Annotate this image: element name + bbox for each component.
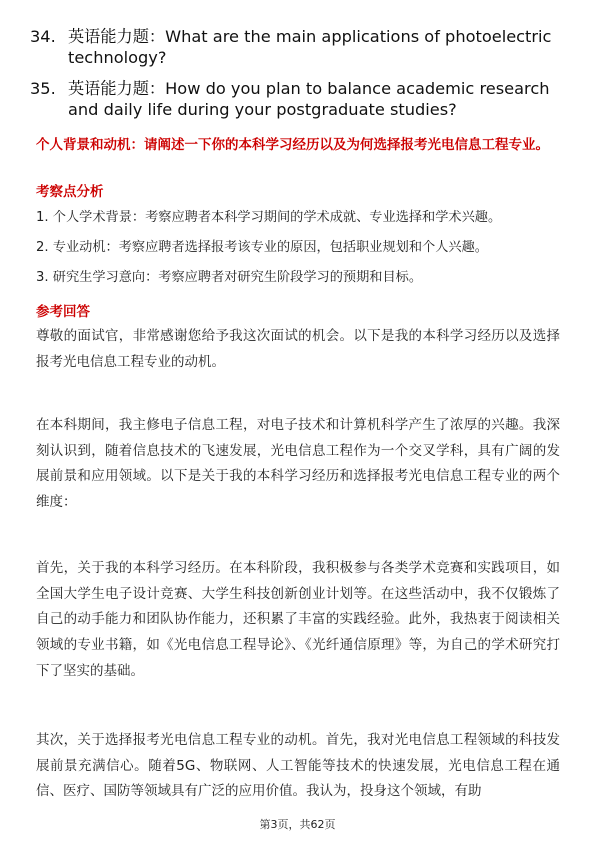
question-number: 35. <box>30 79 56 98</box>
section-title: 个人背景和动机：请阐述一下你的本科学习经历以及为何选择报考光电信息工程专业。 <box>36 137 549 153</box>
question-number: 34. <box>30 27 56 46</box>
answer-paragraph: 首先，关于我的本科学习经历。在本科阶段，我积极参与各类学术竞赛和实践项目，如全国大学生电子设计竞赛、大学生科技创新创业计划等。在这些活动中，我不仅锻炼了自己的动手能力和团队协作能力，还积累了丰富的实践经验。此外，我热衷于阅读相关领域的专业书籍，如《光电信息工程导论》、《光纤通信原理》等，为自己的学术研究打下了坚实的基础。 <box>36 560 560 679</box>
answer-paragraph: 尊敬的面试官，非常感谢您给予我这次面试的机会。以下是我的本科学习经历以及选择报考光电信息工程专业的动机。 <box>36 328 560 370</box>
analysis-item: 2. 专业动机：考察应聘者选择报考该专业的原因，包括职业规划和个人兴趣。 <box>36 240 488 255</box>
question-text: 英语能力题：How do you plan to balance academic research and daily life during your postgraduate studies? <box>68 79 550 119</box>
analysis-item: 3. 研究生学习意向：考察应聘者对研究生阶段学习的预期和目标。 <box>36 270 423 285</box>
analysis-item: 1. 个人学术背景：考察应聘者本科学习期间的学术成就、专业选择和学术兴趣。 <box>36 210 502 225</box>
answer-heading: 参考回答 <box>36 304 90 320</box>
answer-paragraph: 其次，关于选择报考光电信息工程专业的动机。首先，我对光电信息工程领域的科技发展前景充满信心。随着5G、物联网、人工智能等技术的快速发展，光电信息工程在通信、医疗、国防等领域具有广泛的应用价值。我认为，投身这个领域，有助 <box>36 732 560 800</box>
question-text: 英语能力题：What are the main applications of photoelectric technology? <box>68 27 552 67</box>
question-35 <box>30 79 570 120</box>
page-footer: 第3页，共62页 <box>259 818 336 831</box>
question-34 <box>30 27 570 68</box>
analysis-heading: 考察点分析 <box>36 184 104 200</box>
answer-paragraph: 在本科期间，我主修电子信息工程，对电子技术和计算机科学产生了浓厚的兴趣。我深刻认识到，随着信息技术的飞速发展，光电信息工程作为一个交叉学科，具有广阔的发展前景和应用领域。以下是关于我的本科学习经历和选择报考光电信息工程专业的两个维度： <box>36 417 560 511</box>
